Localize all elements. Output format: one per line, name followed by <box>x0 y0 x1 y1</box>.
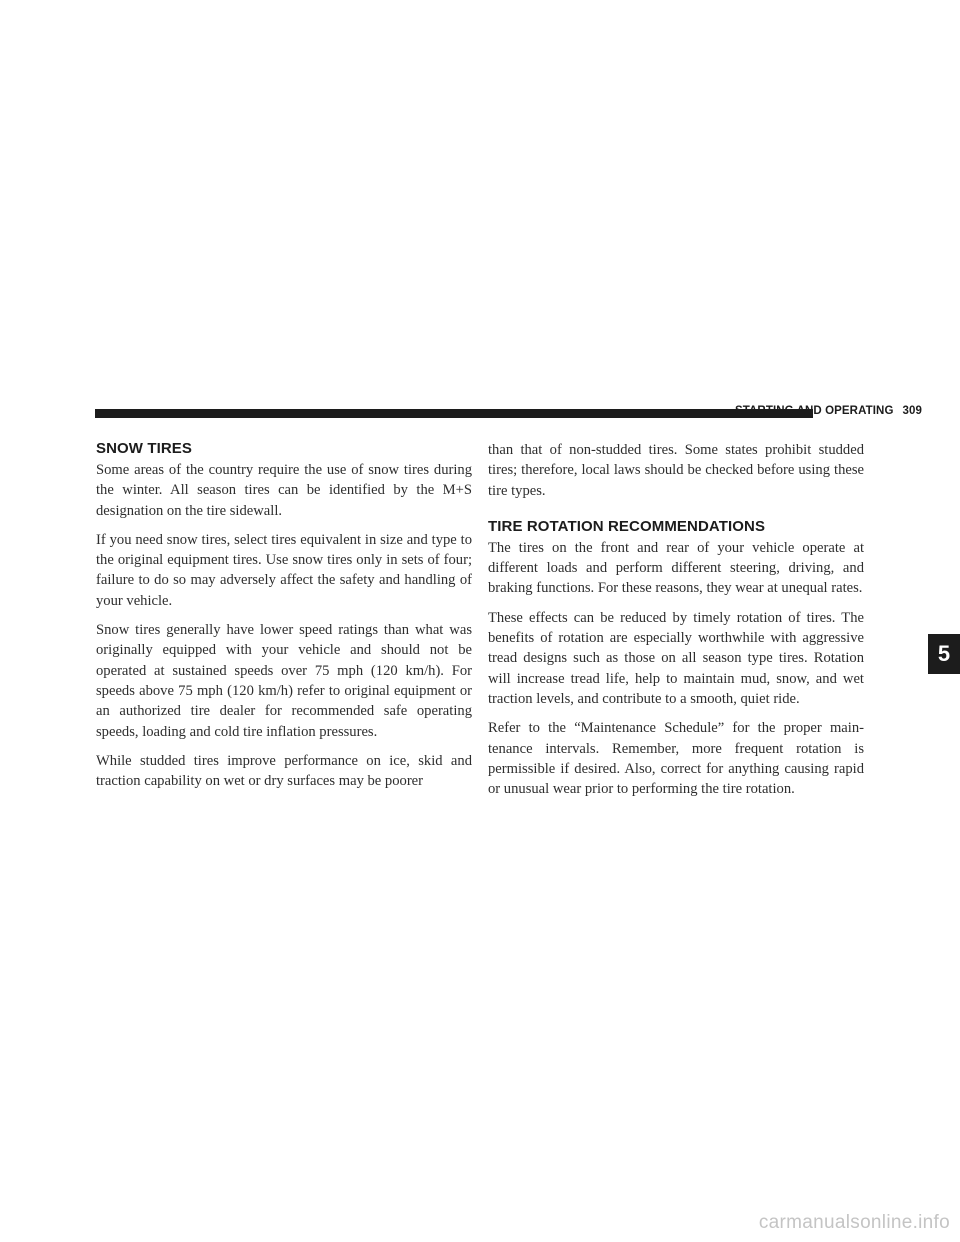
tire-rotation-heading: TIRE ROTATION RECOMMENDATIONS <box>488 517 766 535</box>
snow-tires-paragraph-2: If you need snow tires, select tires equivalent in size and type to the original equipment tires. Use snow tires only in sets of four; failure to do so may adversely affect the safety and handling of your vehicle. <box>96 531 472 609</box>
header-rule <box>95 409 813 418</box>
right-column <box>488 440 864 808</box>
chapter-tab: 5 <box>928 634 960 674</box>
tire-rotation-paragraph-3: Refer to the “Maintenance Schedule” for the proper main-tenance intervals. Remember, more frequent rotation is permissible if desired. Also, correct for anything causing rapid or unusual wear prior to performing the tire rotation. <box>488 720 864 798</box>
snow-tires-paragraph-3: Snow tires generally have lower speed ratings than what was originally equipped with your vehicle and should not be operated at sustained speeds over 75 mph (120 km/h). For speeds above 75 mph (120 km/h) refer to original equipment or an authorized tire dealer for recommended safe operating speeds, loading and cold tire inflation pressures. <box>96 622 472 740</box>
snow-tires-paragraph-4: While studded tires improve performance on ice, skid and traction capability on wet or dry surfaces may be poorer <box>96 752 472 790</box>
watermark-text: carmanualsonline.info <box>758 1212 950 1233</box>
tire-rotation-paragraph-1: The tires on the front and rear of your vehicle operate at different loads and perform different steering, driving, and braking functions. For these reasons, they wear at unequal rates. <box>488 539 864 597</box>
left-column <box>96 440 472 800</box>
snow-tires-paragraph-1: Some areas of the country require the use of snow tires during the winter. All season tires can be identified by the M+S designation on the tire sidewall. <box>96 462 472 519</box>
tire-rotation-paragraph-2: These effects can be reduced by timely rotation of tires. The benefits of rotation are especially worthwhile with aggressive tread designs such as those on all season type tires. Rotation will increase tread life, help to maintain mud, snow, and wet traction levels, and contribute to a smooth, quiet ride. <box>488 609 864 707</box>
page-number: 309 <box>902 405 922 417</box>
running-header <box>735 405 922 417</box>
section-title: STARTING AND OPERATING <box>734 405 894 417</box>
snow-tires-continuation: than that of non-studded tires. Some states prohibit studded tires; therefore, local laws should be checked before using these tire types. <box>488 442 864 499</box>
snow-tires-heading: SNOW TIRES <box>96 440 193 457</box>
